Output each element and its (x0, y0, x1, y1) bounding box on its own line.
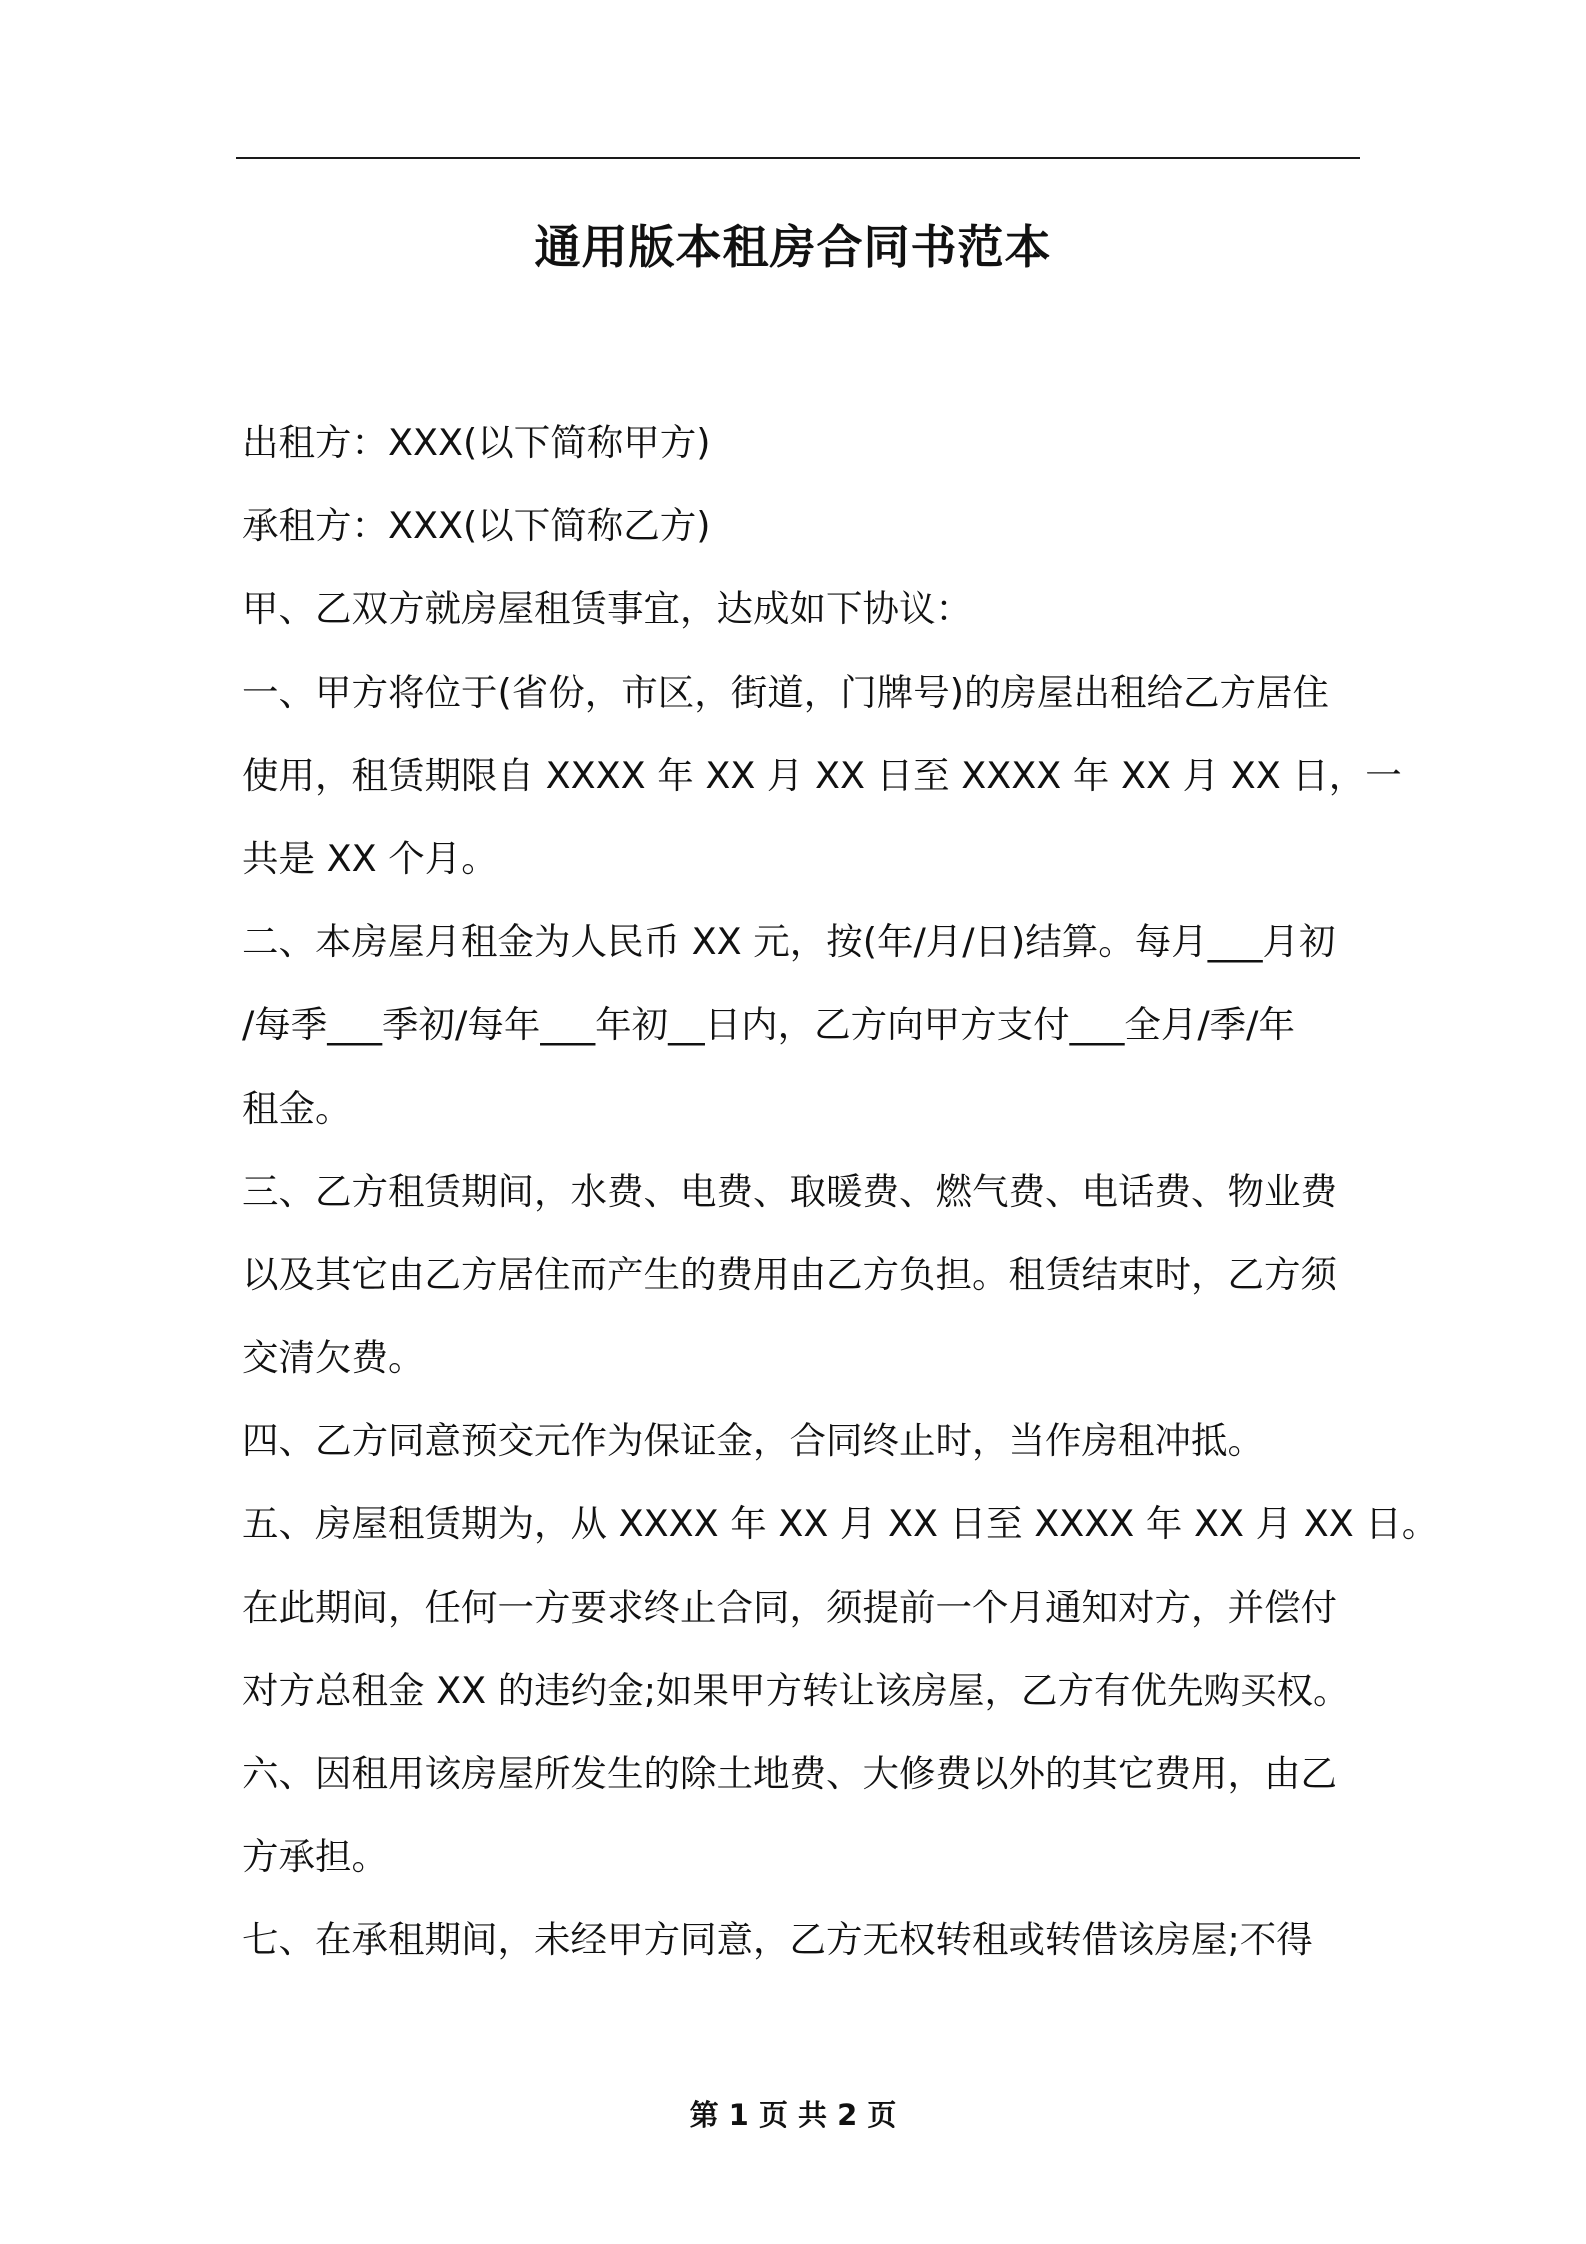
page-footer: 第 1 页 共 2 页 (689, 2098, 897, 2132)
clause-3-line-1: 三、乙方租赁期间，水费、电费、取暖费、燃气费、电话费、物业费 (242, 1169, 1337, 1213)
document-title: 通用版本租房合同书范本 (534, 220, 1052, 274)
clause-3-line-2: 以及其它由乙方居住而产生的费用由乙方负担。租赁结束时，乙方须 (242, 1252, 1337, 1296)
party-lessor-line: 出租方：XXX(以下简称甲方) (242, 421, 711, 464)
header-rule (236, 157, 1360, 159)
clause-7-line-1: 七、在承租期间，未经甲方同意，乙方无权转租或转借该房屋;不得 (242, 1918, 1313, 1962)
clause-6-line-1: 六、因租用该房屋所发生的除土地费、大修费以外的其它费用，由乙 (242, 1752, 1337, 1795)
clause-4-line-1: 四、乙方同意预交元作为保证金，合同终止时，当作房租冲抵。 (242, 1419, 1264, 1463)
clause-3-line-3: 交清欠费。 (242, 1336, 425, 1380)
clause-5-line-2: 在此期间，任何一方要求终止合同，须提前一个月通知对方，并偿付 (242, 1585, 1337, 1629)
clause-5-line-3: 对方总租金 XX 的违约金;如果甲方转让该房屋，乙方有优先购买权。 (242, 1668, 1350, 1712)
agreement-intro-line: 甲、乙双方就房屋租赁事宜，达成如下协议： (242, 587, 972, 631)
clause-2-line-3: 租金。 (242, 1086, 352, 1130)
party-lessee-line: 承租方：XXX(以下简称乙方) (242, 504, 711, 548)
document-body (242, 401, 1439, 1982)
clause-5-line-1: 五、房屋租赁期为，从 XXXX 年 XX 月 XX 日至 XXXX 年 XX 月 XX 日。 (242, 1502, 1439, 1546)
clause-2-line-1: 二、本房屋月租金为人民币 XX 元，按(年/月/日)结算。每月___月初 (242, 920, 1336, 964)
clause-2-line-2: /每季___季初/每年___年初__日内，乙方向甲方支付___全月/季/年 (242, 1003, 1295, 1047)
clause-1-line-3: 共是 XX 个月。 (242, 836, 498, 880)
clause-6-line-2: 方承担。 (242, 1835, 388, 1879)
clause-1-line-1: 一、甲方将位于(省份，市区，街道，门牌号)的房屋出租给乙方居住 (242, 670, 1329, 714)
clause-1-line-2: 使用，租赁期限自 XXXX 年 XX 月 XX 日至 XXXX 年 XX 月 XX 日，一 (242, 753, 1402, 797)
